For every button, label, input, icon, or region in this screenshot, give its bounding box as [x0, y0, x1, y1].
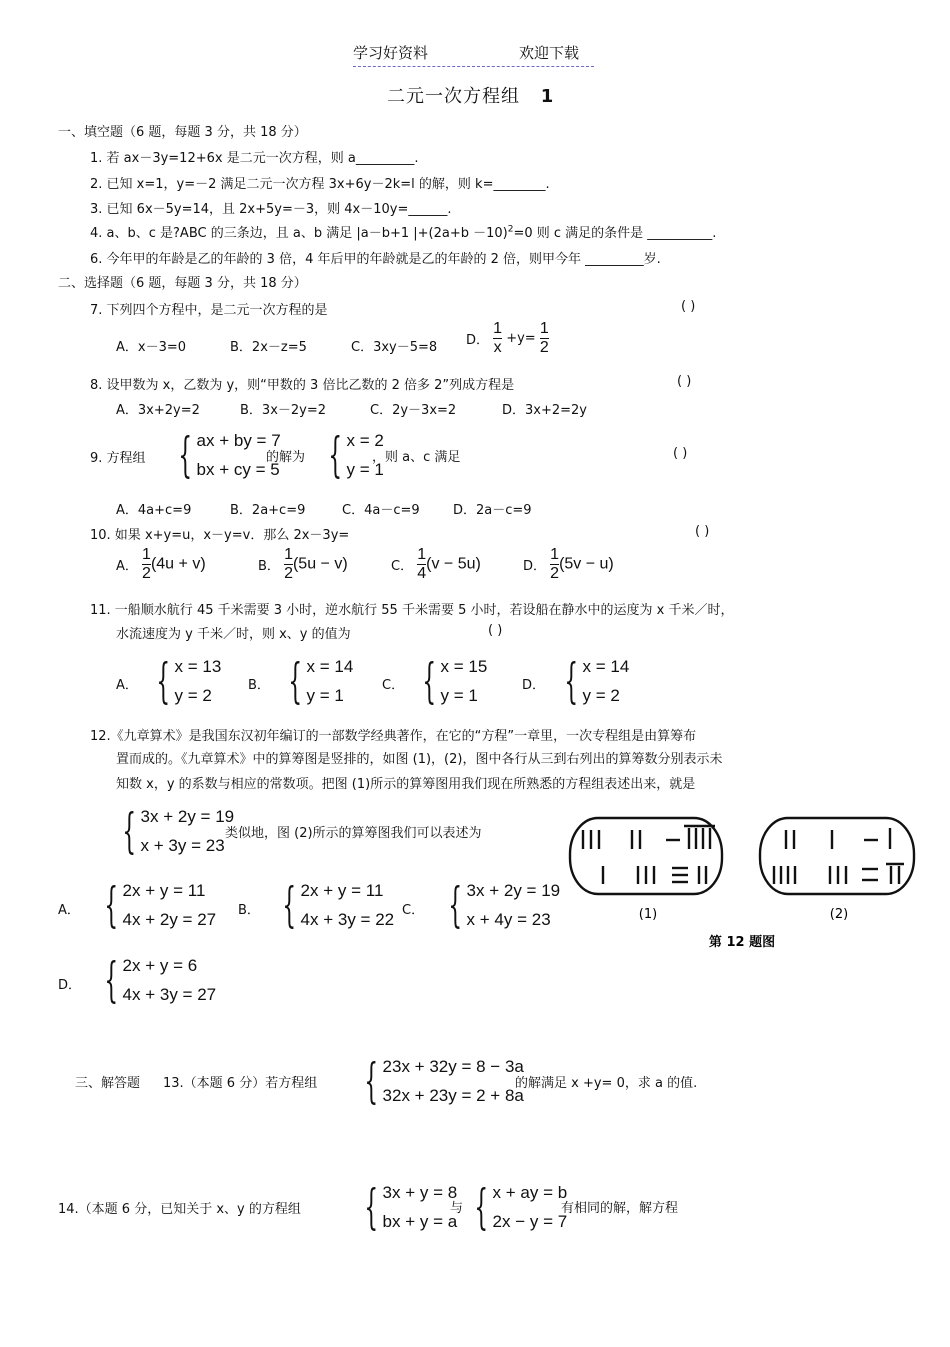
brace-icon: {	[156, 653, 171, 709]
question-4-exponent: 2	[507, 224, 514, 235]
question-12-option-b	[274, 876, 394, 934]
brace-icon: {	[448, 877, 463, 933]
question-9-system-1	[170, 426, 281, 484]
numerator: 1	[539, 320, 549, 337]
question-11-option-b	[280, 652, 353, 710]
header-right: 欢迎下载	[519, 44, 580, 62]
option-expression: (5u − v)	[292, 555, 348, 573]
section-choice: 二、选择题（6 题，每题 3 分，共 18 分）	[58, 276, 307, 291]
title-text: 二元一次方程组	[387, 86, 520, 107]
question-8-option-d: D．3x+2=2y	[502, 403, 587, 418]
question-11-option-a	[148, 652, 221, 710]
title-number: 1	[540, 86, 555, 107]
option-label: B．	[258, 559, 280, 574]
equation: x = 14	[582, 657, 630, 676]
section-fill-blank: 一、填空题（6 题，每题 3 分，共 18 分）	[58, 125, 307, 140]
brace-icon: {	[364, 1053, 379, 1109]
equation: y = 1	[440, 686, 478, 705]
question-11-line-2: 水流速度为 y 千米／时，则 x、y 的值为	[116, 627, 351, 642]
equation: 2x + y = 6	[122, 956, 198, 975]
option-expression: (4u + v)	[150, 555, 206, 573]
question-11-option-c-label: C．	[382, 678, 405, 693]
question-10-option-c	[391, 546, 481, 583]
question-4	[90, 222, 716, 241]
question-7-option-c: C．3xy－5=8	[351, 340, 438, 355]
equation: y = 1	[306, 686, 344, 705]
question-10: 10. 如果 x+y=u，x－y=v．那么 2x－3y=	[90, 528, 350, 543]
option-label: C．	[391, 559, 414, 574]
equation: 2x − y = 7	[492, 1212, 568, 1231]
question-1: 1. 若 ax－3y=12+6x 是二元一次方程，则 a_________.	[90, 151, 419, 166]
page-title	[387, 82, 554, 108]
equation: y = 2	[174, 686, 212, 705]
page-header	[353, 42, 594, 67]
question-9-option-a: A．4a+c=9	[116, 503, 192, 518]
question-12-option-b-label: B．	[238, 903, 260, 918]
question-11-option-b-label: B．	[248, 678, 270, 693]
question-12-example-system	[114, 802, 234, 860]
equation: 3x + 2y = 19	[140, 807, 235, 826]
question-12-line-3: 知数 x，y 的系数与相应的常数项。把图 (1)所示的算筹图用我们现在所熟悉的方程组表述出来，就是	[116, 777, 696, 792]
denominator: x	[493, 339, 502, 356]
numerator: 1	[550, 546, 560, 563]
denominator: 2	[284, 565, 293, 582]
numerator: 1	[284, 546, 293, 563]
question-8-option-a: A．3x+2y=2	[116, 403, 200, 418]
numerator: 1	[493, 320, 503, 337]
equation: 4x + 3y = 22	[300, 910, 395, 929]
figure-1-label: (1)	[638, 907, 658, 922]
question-3: 3. 已知 6x－5y=14，且 2x+5y=－3，则 4x－10y=______.	[90, 202, 452, 217]
figure-2-label: (2)	[829, 907, 849, 922]
question-6: 6. 今年甲的年龄是乙的年龄的 3 倍，4 年后甲的年龄就是乙的年龄的 2 倍，则甲今年 _________岁.	[90, 252, 661, 267]
equation: x = 15	[440, 657, 488, 676]
question-7-option-d	[466, 320, 549, 357]
equation: 2x + y = 11	[300, 881, 384, 900]
equation: 32x + 23y = 2 + 8a	[382, 1086, 524, 1105]
equation: x + ay = b	[492, 1183, 568, 1202]
brace-icon: {	[104, 877, 119, 933]
fraction	[550, 546, 559, 583]
system-rows	[383, 1178, 458, 1236]
brace-icon: {	[178, 427, 193, 483]
question-9-suffix: ，则 a、c 满足	[372, 450, 461, 465]
system-rows	[301, 876, 395, 934]
question-11-option-d-label: D．	[522, 678, 546, 693]
question-13-system	[356, 1052, 524, 1110]
system-rows	[493, 1178, 568, 1236]
brace-icon: {	[328, 427, 343, 483]
equation: y = 2	[582, 686, 620, 705]
system-rows	[383, 1052, 524, 1110]
rod-diagram-2	[760, 818, 914, 894]
system-rows	[123, 876, 217, 934]
system-rows	[583, 652, 630, 710]
question-4-text: 4. a、b、c 是?ABC 的三条边，且 a、b 满足 |a－b+1 |+(2a+b －10)	[90, 226, 508, 241]
system-rows	[467, 876, 561, 934]
section-solve: 三、解答题	[75, 1076, 141, 1091]
question-12-line-1: 12.《九章算术》是我国东汉初年编订的一部数学经典著作，在它的“方程”一章里，一次专程组是由算筹布	[90, 729, 697, 744]
question-14-suffix: 有相同的解，解方程	[561, 1201, 679, 1216]
equation: ax + by = 7	[196, 431, 281, 450]
equation: x + 4y = 23	[466, 910, 551, 929]
question-11-option-a-label: A．	[116, 678, 138, 693]
question-14-system-2	[466, 1178, 567, 1236]
question-9-option-c: C．4a－c=9	[342, 503, 420, 518]
question-9-paren: ( )	[673, 446, 688, 461]
question-10-option-a	[116, 546, 206, 583]
question-9-option-d: D．2a－c=9	[453, 503, 532, 518]
question-12-mid: 类似地，图 (2)所示的算筹图我们可以表述为	[225, 826, 482, 841]
brace-icon: {	[282, 877, 297, 933]
brace-icon: {	[104, 952, 119, 1008]
question-8-option-c: C．2y－3x=2	[370, 403, 457, 418]
question-8: 8. 设甲数为 x，乙数为 y，则“甲数的 3 倍比乙数的 2 倍多 2”列成方程是	[90, 378, 515, 393]
question-12-line-2: 置而成的。《九章算术》中的算筹图是竖排的，如图 (1)，(2)，图中各行从三到右列出的算筹数分别表示未	[116, 752, 723, 767]
equation: 4x + 3y = 27	[122, 985, 217, 1004]
question-14-system-1	[356, 1178, 457, 1236]
question-14-mid: 与	[450, 1201, 464, 1216]
equation: x = 13	[174, 657, 222, 676]
numerator: 1	[142, 546, 151, 563]
option-expression: (v − 5u)	[426, 555, 481, 573]
denominator: 2	[142, 565, 151, 582]
question-13-suffix: 的解满足 x +y= 0，求 a 的值.	[515, 1076, 698, 1091]
equation: 3x + y = 8	[382, 1183, 458, 1202]
equation: 3x + 2y = 19	[466, 881, 561, 900]
question-8-paren: ( )	[677, 374, 692, 389]
equation: bx + cy = 5	[196, 460, 280, 479]
system-rows	[441, 652, 488, 710]
question-13-prefix: 13.（本题 6 分）若方程组	[163, 1076, 318, 1091]
question-7-option-b: B．2x－z=5	[230, 340, 307, 355]
question-10-option-b	[258, 546, 348, 583]
equation: x = 2	[346, 431, 384, 450]
fraction	[142, 546, 151, 583]
brace-icon: {	[122, 803, 137, 859]
question-12-option-c	[440, 876, 560, 934]
fraction	[284, 546, 293, 583]
question-11-paren: ( )	[488, 623, 503, 638]
figure-caption: 第 12 题图	[708, 935, 776, 950]
equation: 23x + 32y = 8 − 3a	[382, 1057, 524, 1076]
brace-icon: {	[564, 653, 579, 709]
question-11-line-1: 11. 一船顺水航行 45 千米需要 3 小时，逆水航行 55 千米需要 5 小时，若设船在静水中的运度为 x 千米／时，	[90, 603, 734, 618]
denominator: 2	[539, 339, 549, 356]
equation: x + 3y = 23	[140, 836, 225, 855]
question-9-prefix: 9. 方程组	[90, 451, 146, 466]
question-9-mid: 的解为	[266, 450, 306, 465]
question-11-option-d	[556, 652, 629, 710]
option-d-mid: +y=	[506, 331, 536, 346]
brace-icon: {	[288, 653, 303, 709]
question-9-option-b: B．2a+c=9	[230, 503, 306, 518]
system-rows	[307, 652, 354, 710]
question-11-option-c	[414, 652, 487, 710]
equation: x = 14	[306, 657, 354, 676]
header-left: 学习好资料	[353, 44, 429, 62]
fraction	[540, 320, 549, 357]
question-12-option-d	[96, 951, 216, 1009]
question-12-option-a	[96, 876, 216, 934]
denominator: 4	[417, 565, 427, 582]
denominator: 2	[550, 565, 560, 582]
question-10-paren: ( )	[695, 524, 710, 539]
fraction	[417, 546, 426, 583]
question-12-option-a-label: A．	[58, 903, 80, 918]
system-rows	[123, 951, 217, 1009]
question-4-tail: =0 则 c 满足的条件是 __________.	[513, 226, 717, 241]
brace-icon: {	[474, 1179, 489, 1235]
counting-rod-figure	[560, 812, 920, 954]
question-2: 2. 已知 x=1，y=－2 满足二元一次方程 3x+6y－2k=l 的解，则 k=________.	[90, 177, 550, 192]
fraction	[493, 320, 502, 357]
question-7-option-a: A．x－3=0	[116, 340, 187, 355]
option-expression: (5v − u)	[559, 555, 614, 573]
equation: 2x + y = 11	[122, 881, 206, 900]
system-rows	[175, 652, 222, 710]
option-d-label: D．	[466, 333, 490, 348]
equation: bx + y = a	[382, 1212, 458, 1231]
question-7: 7. 下列四个方程中，是二元一次方程的是	[90, 303, 328, 318]
option-label: A．	[116, 559, 138, 574]
rod-diagram-1	[570, 818, 722, 894]
numerator: 1	[417, 546, 427, 563]
question-12-option-d-label: D．	[58, 978, 82, 993]
question-7-paren: ( )	[681, 299, 696, 314]
brace-icon: {	[364, 1179, 379, 1235]
equation: 4x + 2y = 27	[122, 910, 217, 929]
system-rows	[141, 802, 235, 860]
question-14-prefix: 14.（本题 6 分，已知关于 x、y 的方程组	[58, 1202, 301, 1217]
question-8-option-b: B．3x－2y=2	[240, 403, 327, 418]
question-12-option-c-label: C．	[402, 903, 425, 918]
question-10-option-d	[523, 546, 614, 583]
equation: y = 1	[346, 460, 384, 479]
brace-icon: {	[422, 653, 437, 709]
option-label: D．	[523, 559, 547, 574]
